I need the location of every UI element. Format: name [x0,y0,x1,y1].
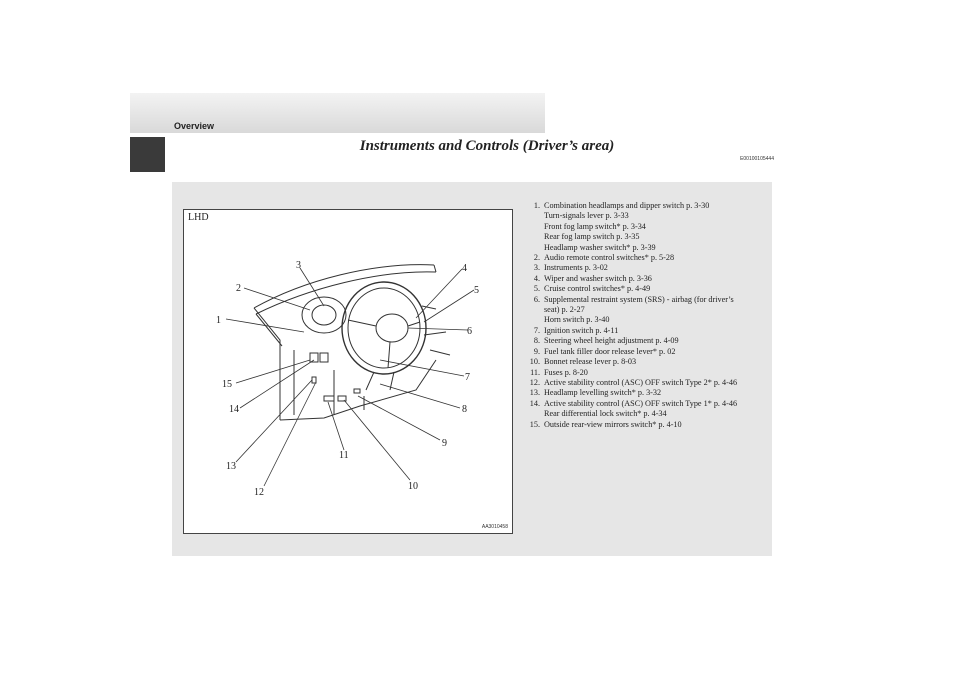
leader-5 [424,290,474,322]
legend-item [522,336,767,346]
legend-item [522,399,767,420]
legend-line: Bonnet release lever p. 8-03 [544,357,637,367]
legend-text [544,336,767,346]
legend-text [544,399,767,420]
legend-line: Audio remote control switches* p. 5-28 [544,253,675,263]
legend-line: Outside rear-view mirrors switch* p. 4-10 [544,419,682,429]
dash-left-edge [254,308,280,420]
legend-item [522,420,767,430]
legend-line: Turn-signals lever p. 3-33 [544,211,629,221]
corner-block [130,137,165,172]
callout-14: 14 [229,404,239,415]
legend-text [544,388,767,398]
switch-block [310,353,318,362]
section-label: Overview [174,121,215,131]
callout-13: 13 [226,461,236,472]
legend-line: Fuses p. 8-20 [544,367,588,377]
leader-11 [328,402,344,450]
legend-text [544,274,767,284]
legend-line: Instruments p. 3-02 [544,263,608,273]
legend-number: 14. [529,398,540,408]
leader-4 [416,269,462,318]
legend-number: 12. [529,377,540,387]
dash-lower-edge [280,360,436,420]
legend-line: Active stability control (ASC) OFF switch Type 2* p. 4-46 [544,377,738,387]
legend-line: Supplemental restraint system (SRS) - airbag (for driver’s [544,294,734,304]
legend-item [522,274,767,284]
callout-4: 4 [462,263,467,274]
legend-item [522,284,767,294]
legend-line: seat) p. 2-27 [544,305,585,315]
legend-text [544,368,767,378]
legend-item [522,357,767,367]
callout-2: 2 [236,283,241,294]
legend-item [522,295,767,326]
leader-12 [264,382,316,486]
leader-2 [244,288,310,310]
legend-line: Cruise control switches* p. 4-49 [544,284,651,294]
legend-number: 4. [533,273,540,283]
dashboard-figure [183,209,513,534]
leader-8 [380,384,460,408]
callout-9: 9 [442,438,447,449]
legend-text [544,420,767,430]
legend-number: 5. [533,284,540,294]
callout-6: 6 [467,326,472,337]
section-code: E00100105444 [740,156,774,162]
legend-line: Steering wheel height adjustment p. 4-09 [544,336,679,346]
legend-line: Fuel tank filler door release lever* p. 02 [544,346,676,356]
legend-line: Rear fog lamp switch p. 3-35 [544,232,640,242]
leader-6 [408,328,468,330]
legend-number: 10. [529,357,540,367]
legend-item [522,326,767,336]
legend-line: Wiper and washer switch p. 3-36 [544,273,652,283]
callout-12: 12 [254,487,264,498]
callout-8: 8 [462,404,467,415]
legend-line: Active stability control (ASC) OFF switch Type 1* p. 4-46 [544,398,738,408]
legend-text [544,263,767,273]
legend-line: Front fog lamp switch* p. 3-34 [544,221,646,231]
legend-number: 8. [533,336,540,346]
legend-line: Ignition switch p. 4-11 [544,325,619,335]
legend-number: 15. [529,419,540,429]
legend-item [522,253,767,263]
legend-item [522,388,767,398]
dash-top-line [254,265,434,308]
legend-line: Headlamp levelling switch* p. 3-32 [544,388,662,398]
legend-text [544,357,767,367]
callout-10: 10 [408,481,418,492]
legend-text [544,284,767,294]
legend-number: 1. [533,201,540,210]
legend-text [544,347,767,357]
leader-9 [358,396,440,440]
legend-line: Combination headlamps and dipper switch p. 3-30 [544,201,710,210]
legend-line: Rear differential lock switch* p. 4-34 [544,409,667,419]
leader-10 [344,400,410,480]
leader-14 [240,360,314,408]
callout-3: 3 [296,260,301,271]
legend-text [544,295,767,326]
legend-number: 11. [530,367,540,377]
legend-item [522,201,767,253]
legend-number: 9. [533,346,540,356]
instrument-cluster [302,297,346,333]
legend-line: Horn switch p. 3-40 [544,315,610,325]
callout-11: 11 [339,450,349,461]
callout-7: 7 [465,372,470,383]
figure-tag: LHD [188,212,209,223]
legend-item [522,378,767,388]
legend-item [522,263,767,273]
legend-text [544,201,767,253]
page-title: Instruments and Controls (Driver’s area) [359,138,615,154]
callout-15: 15 [222,379,232,390]
legend-number: 6. [533,294,540,304]
leader-15 [236,360,310,383]
legend-number: 2. [533,253,540,263]
legend-line: Headlamp washer switch* p. 3-39 [544,242,656,252]
legend-number: 13. [529,388,540,398]
legend-item [522,368,767,378]
legend-item [522,347,767,357]
legend-text [544,326,767,336]
callout-5: 5 [474,285,479,296]
legend-number: 7. [533,325,540,335]
legend-text [544,253,767,263]
callout-1: 1 [216,315,221,326]
dashboard-drawing [184,210,512,533]
figure-code: AA3010458 [481,524,508,530]
legend-number: 3. [533,263,540,273]
legend-text [544,378,767,388]
leader-13 [236,380,312,462]
legend-list [522,201,767,430]
